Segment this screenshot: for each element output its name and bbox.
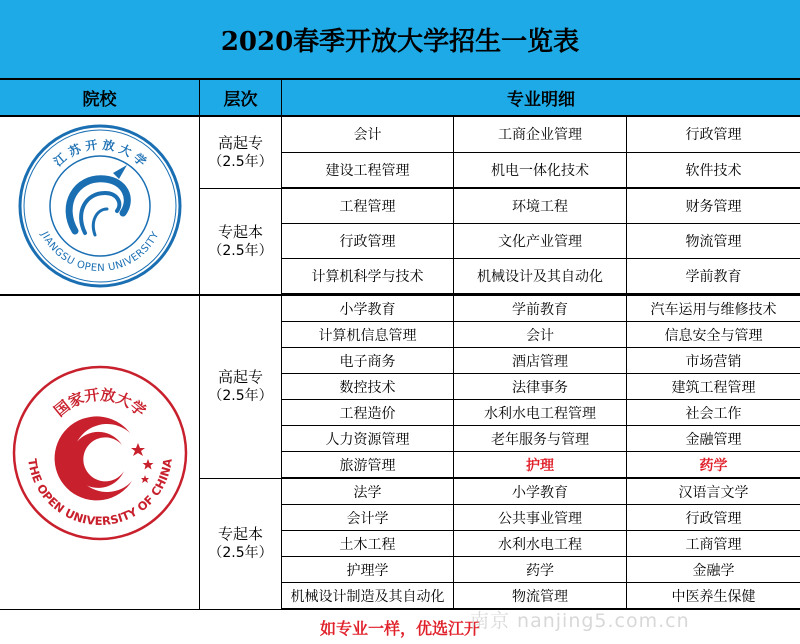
- major-cell: 会计学: [282, 505, 454, 531]
- major-cell: 会计: [282, 117, 454, 153]
- major-cell: 行政管理: [627, 117, 800, 153]
- major-cell: 金融管理: [627, 426, 800, 452]
- major-cell: 信息安全与管理: [627, 322, 800, 348]
- level-duration: （2.5年）: [208, 388, 273, 404]
- major-cell: 药学: [627, 452, 800, 478]
- major-cell: 药学: [454, 557, 627, 583]
- major-cell: 旅游管理: [282, 452, 454, 478]
- major-cell: 法律事务: [454, 374, 627, 400]
- major-cell: 老年服务与管理: [454, 426, 627, 452]
- major-cell: 软件技术: [627, 153, 800, 189]
- major-cell: 机电一体化技术: [454, 153, 627, 189]
- level-ouc-zhuanqiben: [200, 479, 282, 610]
- ouc-logo-top-text: 国家开放大学: [50, 385, 149, 420]
- major-cell: 人力资源管理: [282, 426, 454, 452]
- major-cell: 学前教育: [627, 259, 800, 294]
- major-cell: 中医养生保健: [627, 583, 800, 609]
- majors-ouc-zhuanqiben: [282, 479, 800, 610]
- major-cell: 建筑工程管理: [627, 374, 800, 400]
- svg-text:国家开放大学: [50, 385, 149, 420]
- open-university-of-china-logo-icon: [10, 363, 190, 543]
- svg-text:JIANGSU OPEN UNIVERSITY: [38, 229, 162, 274]
- major-cell: 机械设计制造及其自动化: [282, 583, 454, 609]
- major-cell: 水利水电工程: [454, 531, 627, 557]
- major-cell: 汉语言文学: [627, 479, 800, 505]
- major-cell: 计算机科学与技术: [282, 259, 454, 294]
- jiangsu-logo-cell: [0, 117, 200, 296]
- major-cell: 环境工程: [454, 189, 627, 224]
- level-name: 高起专: [217, 133, 263, 152]
- major-cell: 机械设计及其自动化: [454, 259, 627, 294]
- level-duration: （2.5年）: [208, 545, 273, 561]
- header-majors: 专业明细: [282, 80, 800, 117]
- major-cell: 电子商务: [282, 348, 454, 374]
- major-cell: 汽车运用与维修技术: [627, 296, 800, 322]
- jiangsu-logo-top-text: 江 苏 开 放 大 学: [50, 137, 149, 169]
- jiangsu-logo-ring-text: JIANGSU OPEN UNIVERSITY: [37, 229, 162, 274]
- footer-note: 如专业一样，优选江开: [319, 618, 480, 638]
- major-cell: 计算机信息管理: [282, 322, 454, 348]
- major-cell: 会计: [454, 322, 627, 348]
- level-name: 高起专: [217, 368, 263, 386]
- page-title: 2020春季开放大学招生一览表: [0, 0, 800, 80]
- major-cell: 数控技术: [282, 374, 454, 400]
- level-jiangsu-gaoqizhuan: [200, 117, 282, 189]
- major-cell: 行政管理: [627, 505, 800, 531]
- major-cell: 物流管理: [627, 224, 800, 259]
- ouc-logo-ring-text: THE OPEN UNIVERSITY OF CHINA: [24, 457, 175, 528]
- level-jiangsu-zhuanqiben: [200, 189, 282, 296]
- header-level: 层次: [200, 80, 282, 117]
- major-cell: 金融学: [627, 557, 800, 583]
- major-cell: 法学: [282, 479, 454, 505]
- level-name: 专起本: [217, 525, 263, 543]
- major-cell: 工程管理: [282, 189, 454, 224]
- watermark: 南京 nanjing5.com.cn: [470, 610, 690, 632]
- ouc-logo-cell: [0, 296, 200, 610]
- majors-jiangsu-gaoqizhuan: [282, 117, 800, 189]
- major-cell: 工商企业管理: [454, 117, 627, 153]
- majors-jiangsu-zhuanqiben: [282, 189, 800, 296]
- majors-ouc-gaoqizhuan: [282, 296, 800, 479]
- header-school: 院校: [0, 80, 200, 117]
- major-cell: 小学教育: [282, 296, 454, 322]
- major-cell: 酒店管理: [454, 348, 627, 374]
- major-cell: 建设工程管理: [282, 153, 454, 189]
- jiangsu-open-university-logo-icon: [15, 121, 185, 291]
- major-cell: 社会工作: [627, 400, 800, 426]
- svg-text:江 苏 开 放 大 学: [50, 136, 149, 168]
- major-cell: 工商管理: [627, 531, 800, 557]
- major-cell: 工程造价: [282, 400, 454, 426]
- level-duration: （2.5年）: [208, 153, 273, 170]
- major-cell: 市场营销: [627, 348, 800, 374]
- major-cell: 物流管理: [454, 583, 627, 609]
- major-cell: 学前教育: [454, 296, 627, 322]
- level-name: 专起本: [217, 222, 263, 241]
- major-cell: 公共事业管理: [454, 505, 627, 531]
- level-duration: （2.5年）: [208, 242, 273, 259]
- major-cell: 小学教育: [454, 479, 627, 505]
- level-ouc-gaoqizhuan: [200, 296, 282, 479]
- major-cell: 文化产业管理: [454, 224, 627, 259]
- major-cell: 土木工程: [282, 531, 454, 557]
- major-cell: 护理: [454, 452, 627, 478]
- major-cell: 护理学: [282, 557, 454, 583]
- major-cell: 行政管理: [282, 224, 454, 259]
- major-cell: 财务管理: [627, 189, 800, 224]
- major-cell: 水利水电工程管理: [454, 400, 627, 426]
